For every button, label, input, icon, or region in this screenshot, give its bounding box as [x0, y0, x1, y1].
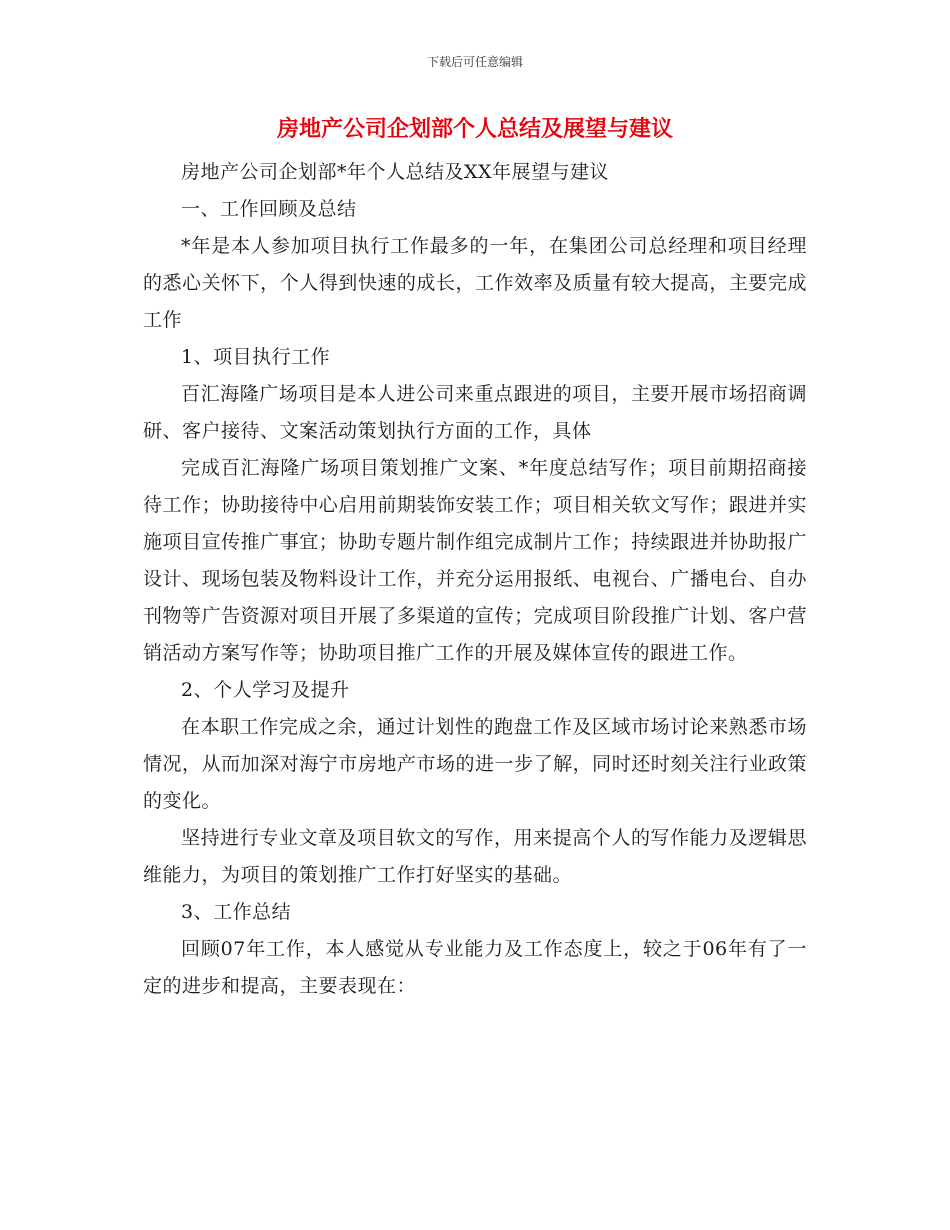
document-body [143, 154, 807, 1005]
paragraph: 百汇海隆广场项目是本人进公司来重点跟进的项目，主要开展市场招商调研、客户接待、文案活动策划执行方面的工作，具体 [143, 383, 807, 442]
paragraph: 回顾07年工作，本人感觉从专业能力及工作态度上，较之于06年有了一定的进步和提高，主要表现在： [143, 938, 807, 997]
paragraph: 坚持进行专业文章及项目软文的写作，用来提高个人的写作能力及逻辑思维能力，为项目的策划推广工作打好坚实的基础。 [143, 827, 807, 886]
subsection-heading-project-execution: 1、项目执行工作 [181, 346, 331, 368]
subsection-heading-work-summary: 3、工作总结 [181, 901, 292, 923]
document-title: 房地产公司企划部个人总结及展望与建议 [276, 116, 673, 142]
paragraph-subtitle: 房地产公司企划部*年个人总结及XX年展望与建议 [181, 161, 610, 183]
subsection-heading-personal-learning: 2、个人学习及提升 [181, 679, 350, 701]
paragraph: *年是本人参加项目执行工作最多的一年，在集团公司总经理和项目经理的悉心关怀下，个人得到快速的成长，工作效率及质量有较大提高，主要完成工作 [143, 235, 807, 331]
section-heading-review: 一、工作回顾及总结 [181, 198, 357, 220]
header-note: 下载后可任意编辑 [426, 55, 523, 69]
paragraph: 完成百汇海隆广场项目策划推广文案、*年度总结写作；项目前期招商接待工作；协助接待中心启用前期装饰安装工作；项目相关软文写作；跟进并实施项目宣传推广事宜；协助专题片制作组完成制片工作；持续跟进并协助报广设计、现场包装及物料设计工作，并充分运用报纸、电视台、广播电台、自办刊物等广告资源对项目开展了多渠道的宣传；完成项目阶段推广计划、客户营销活动方案写作等；协助项目推广工作的开展及媒体宣传的跟进工作。 [143, 457, 807, 664]
paragraph: 在本职工作完成之余，通过计划性的跑盘工作及区域市场讨论来熟悉市场情况，从而加深对海宁市房地产市场的进一步了解，同时还时刻关注行业政策的变化。 [143, 716, 807, 812]
